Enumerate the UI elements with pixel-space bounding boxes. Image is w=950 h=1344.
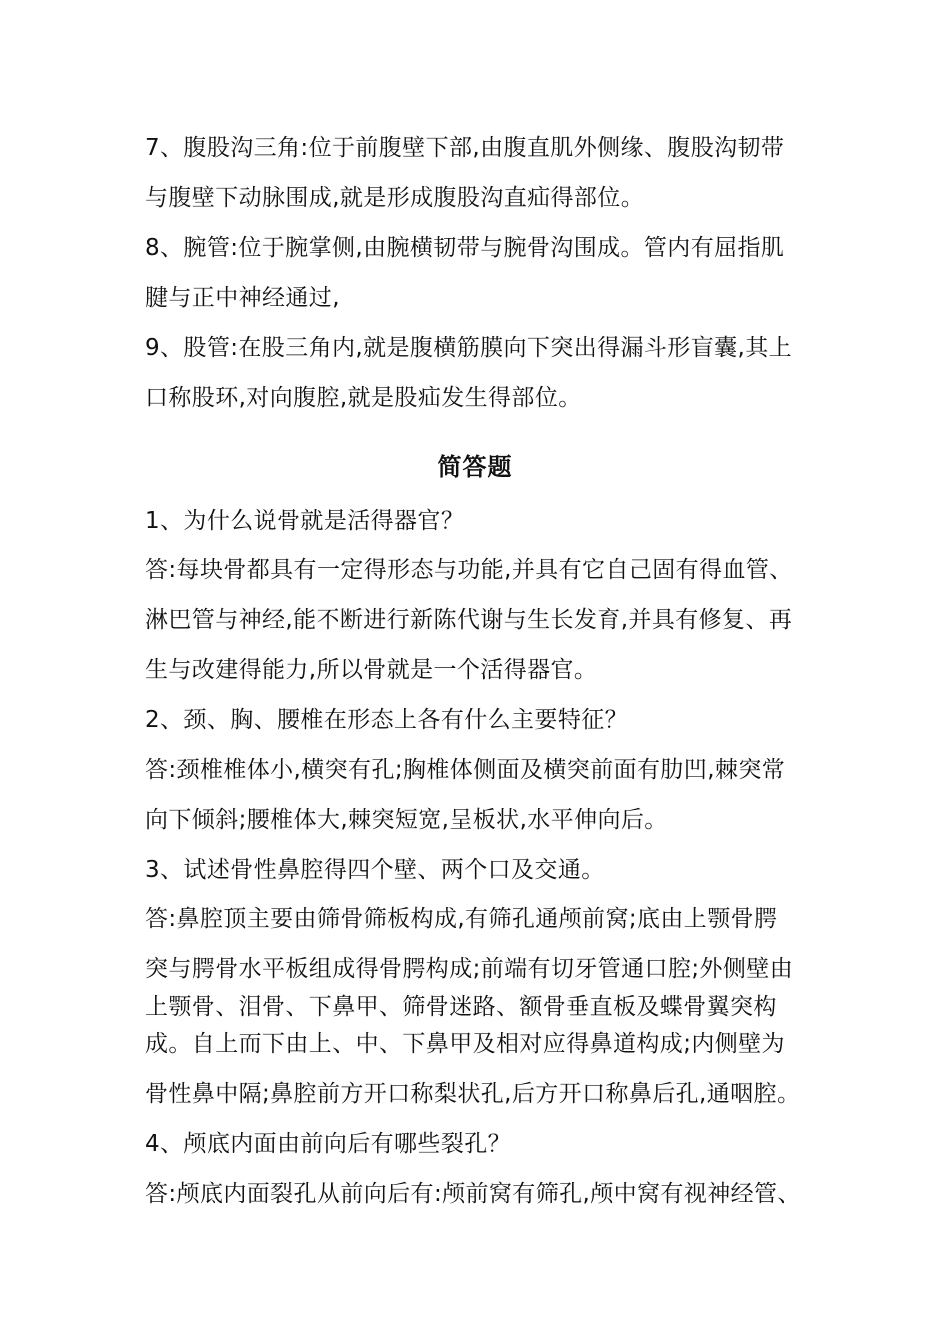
question-2: 2、颈、胸、腰椎在形态上各有什么主要特征？ [145, 707, 629, 733]
section-title: 简答题 [437, 453, 513, 481]
answer-3-line-2: 突与腭骨水平板组成得骨腭构成;前端有切牙管通口腔;外侧壁由 [145, 956, 794, 982]
answer-1-line-3: 生与改建得能力,所以骨就是一个活得器官。 [145, 657, 598, 683]
answer-3-line-3: 上颚骨、泪骨、下鼻甲、筛骨迷路、额骨垂直板及蝶骨翼突构 [145, 994, 777, 1020]
term-7-line-2: 与腹壁下动脉围成,就是形成腹股沟直疝得部位。 [145, 185, 645, 211]
answer-3-line-5: 骨性鼻中隔;鼻腔前方开口称梨状孔,后方开口称鼻后孔,通咽腔。 [145, 1081, 801, 1107]
term-9-line-1: 9、股管:在股三角内,就是腹横筋膜向下突出得漏斗形盲囊,其上 [145, 335, 793, 361]
answer-4-line-1: 答:颅底内面裂孔从前向后有:颅前窝有筛孔,颅中窝有视神经管、 [145, 1181, 801, 1207]
answer-1-line-2: 淋巴管与神经,能不断进行新陈代谢与生长发育,并具有修复、再 [145, 607, 793, 633]
question-4: 4、颅底内面由前向后有哪些裂孔？ [145, 1131, 512, 1157]
answer-2-line-1: 答:颈椎椎体小,横突有孔;胸椎体侧面及横突前面有肋凹,棘突常 [145, 757, 786, 783]
answer-2-line-2: 向下倾斜;腰椎体大,棘突短宽,呈板状,水平伸向后。 [145, 807, 668, 833]
answer-3-line-4: 成。自上而下由上、中、下鼻甲及相对应得鼻道构成;内侧壁为 [145, 1031, 785, 1057]
answer-3-line-1: 答:鼻腔顶主要由筛骨筛板构成,有筛孔通颅前窝;底由上颚骨腭 [145, 906, 778, 932]
question-3: 3、试述骨性鼻腔得四个壁、两个口及交通。 [145, 857, 605, 883]
term-8-line-2: 腱与正中神经通过, [145, 285, 340, 311]
question-1: 1、为什么说骨就是活得器官？ [145, 508, 465, 534]
term-7-line-1: 7、腹股沟三角:位于前腹壁下部,由腹直肌外侧缘、腹股沟韧带 [145, 135, 785, 161]
answer-1-line-1: 答:每块骨都具有一定得形态与功能,并具有它自己固有得血管、 [145, 557, 793, 583]
term-9-line-2: 口称股环,对向腹腔,就是股疝发生得部位。 [145, 385, 582, 411]
term-8-line-1: 8、腕管:位于腕掌侧,由腕横韧带与腕骨沟围成。管内有屈指肌 [145, 235, 785, 261]
